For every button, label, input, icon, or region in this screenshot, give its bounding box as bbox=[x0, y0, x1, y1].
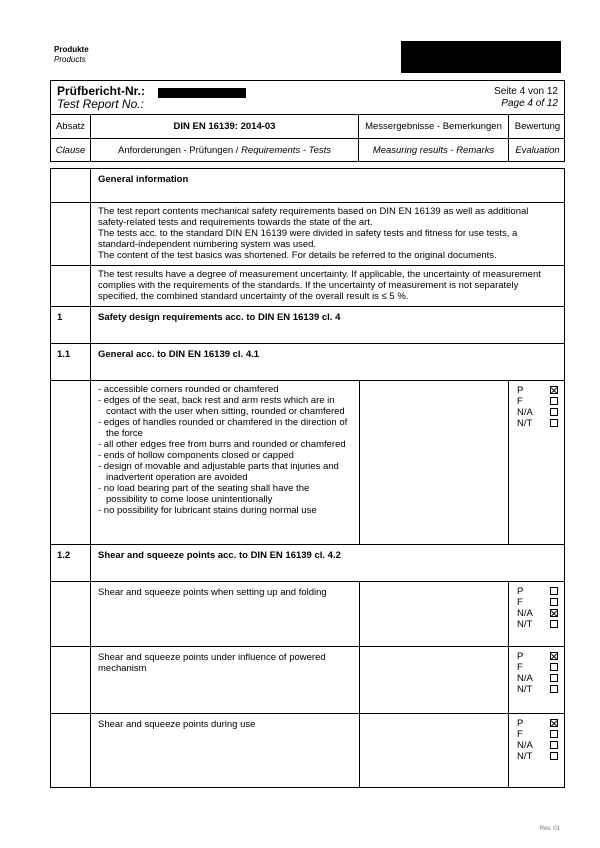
checkbox[interactable] bbox=[550, 685, 558, 693]
section-1-1-title: General acc. to DIN EN 16139 cl. 4.1 bbox=[98, 349, 260, 360]
col-requirements-en: Requirements - Tests bbox=[241, 144, 331, 156]
section-1-2-c-row bbox=[51, 714, 564, 787]
section-1-2-title: Shear and squeeze points acc. to DIN EN 16139 cl. 4.2 bbox=[98, 550, 341, 561]
evaluation-option bbox=[517, 651, 564, 662]
list-item: - design of movable and adjustable parts that injuries and inadvertent operation are avoided bbox=[98, 461, 339, 483]
evaluation-option-label: N/T bbox=[517, 619, 533, 630]
col-results-de: Messergebnisse - Bemerkungen bbox=[359, 114, 509, 138]
checkbox[interactable] bbox=[550, 674, 558, 682]
evaluation-cell bbox=[509, 647, 564, 713]
evaluation-option bbox=[517, 385, 564, 396]
checked-checkbox[interactable] bbox=[550, 719, 558, 727]
col-evaluation-de: Bewertung bbox=[514, 120, 561, 132]
evaluation-cell bbox=[509, 714, 564, 787]
evaluation-cell bbox=[509, 582, 564, 646]
evaluation-option-label: N/A bbox=[517, 608, 533, 619]
general-info-row bbox=[51, 169, 564, 203]
col-requirements-de: Anforderungen - Prüfungen / bbox=[118, 144, 242, 156]
col-clause: Clause bbox=[51, 138, 91, 162]
results-cell[interactable] bbox=[359, 582, 509, 646]
column-header-de-row bbox=[51, 114, 564, 139]
redacted-report-number bbox=[158, 88, 246, 98]
evaluation-option-label: N/A bbox=[517, 740, 533, 751]
col-requirements bbox=[91, 138, 359, 162]
checkbox[interactable] bbox=[550, 663, 558, 671]
page-number bbox=[494, 86, 558, 110]
checked-checkbox[interactable] bbox=[550, 652, 558, 660]
checkbox[interactable] bbox=[550, 397, 558, 405]
evaluation-option-label: P bbox=[517, 586, 524, 597]
evaluation-option bbox=[517, 662, 564, 673]
checkbox[interactable] bbox=[550, 587, 558, 595]
evaluation-option bbox=[517, 586, 564, 597]
checkbox[interactable] bbox=[550, 752, 558, 760]
results-cell[interactable] bbox=[359, 381, 509, 544]
evaluation-option bbox=[517, 740, 564, 751]
section-1-2-c-text: Shear and squeeze points during use bbox=[98, 719, 256, 730]
evaluation-option bbox=[517, 673, 564, 684]
report-title-en: Test Report No.: bbox=[57, 97, 144, 111]
page-de: Seite 4 von 12 bbox=[494, 86, 558, 97]
col-evaluation-en: Evaluation bbox=[515, 144, 560, 156]
checkbox[interactable] bbox=[550, 419, 558, 427]
section-1-2-a-text: Shear and squeeze points when setting up and folding bbox=[98, 587, 327, 598]
list-item: - ends of hollow components closed or capped bbox=[98, 450, 294, 461]
checkbox[interactable] bbox=[550, 741, 558, 749]
evaluation-option-label: F bbox=[517, 396, 523, 407]
evaluation-option-label: F bbox=[517, 729, 523, 740]
evaluation-option bbox=[517, 418, 564, 429]
evaluation-option bbox=[517, 608, 564, 619]
evaluation-option bbox=[517, 718, 564, 729]
report-number-row bbox=[51, 81, 564, 115]
section-1-1-items bbox=[91, 381, 359, 544]
column-header-en-row bbox=[51, 138, 564, 162]
section-1-2-b-text: Shear and squeeze points under influence of powered mechanism bbox=[98, 652, 326, 674]
evaluation-option-label: P bbox=[517, 651, 524, 662]
evaluation-option bbox=[517, 729, 564, 740]
list-item: - no load bearing part of the seating shall have the possibility to come loose unintentionally bbox=[98, 483, 310, 505]
col-absatz: Absatz bbox=[51, 114, 91, 138]
general-info-text: The test report contents mechanical safety requirements based on DIN EN 16139 as well as additional safety-related tests and requirements towards the state of the art. The tests acc. to the standard DIN EN 16139 were divided in safety tests and fitness for use tests, a standard-independent numbering system was used. The content of the test basics was shortened. For details be referred to the original documents. bbox=[98, 206, 529, 261]
checked-checkbox[interactable] bbox=[550, 609, 558, 617]
evaluation-option-label: N/A bbox=[517, 673, 533, 684]
checkbox[interactable] bbox=[550, 620, 558, 628]
requirements-table bbox=[50, 168, 565, 788]
report-header-table bbox=[50, 80, 565, 162]
evaluation-option-label: N/T bbox=[517, 684, 533, 695]
section-1-2-number: 1.2 bbox=[51, 545, 91, 581]
evaluation-option bbox=[517, 619, 564, 630]
checked-checkbox[interactable] bbox=[550, 386, 558, 394]
section-1-1-items-row bbox=[51, 381, 564, 545]
list-item: - all other edges free from burrs and rounded or chamfered bbox=[98, 439, 346, 450]
evaluation-option bbox=[517, 407, 564, 418]
list-item: - accessible corners rounded or chamfered bbox=[98, 384, 279, 395]
list-item: - edges of the seat, back rest and arm rests which are in contact with the user when sitting, rounded or chamfered bbox=[98, 395, 345, 417]
evaluation-option-label: N/T bbox=[517, 751, 533, 762]
section-1-1-number: 1.1 bbox=[51, 344, 91, 380]
col-results-en: Measuring results - Remarks bbox=[359, 138, 509, 162]
evaluation-option-label: N/T bbox=[517, 418, 533, 429]
products-de: Produkte bbox=[54, 45, 89, 54]
evaluation-option bbox=[517, 597, 564, 608]
products-label bbox=[54, 45, 89, 65]
general-text-row bbox=[51, 203, 564, 266]
section-1-2-a-row bbox=[51, 582, 564, 647]
report-title-de: Prüfbericht-Nr.: bbox=[57, 84, 146, 98]
results-cell[interactable] bbox=[359, 714, 509, 787]
uncertainty-text: The test results have a degree of measurement uncertainty. If applicable, the uncertainty of measurement complies with the requirements of the standards. If the uncertainty of measurement is not separately specified, the combined standard uncertainty of the overall result is ≤ 5 %. bbox=[98, 269, 541, 302]
page-en: Page 4 of 12 bbox=[501, 98, 558, 109]
evaluation-option bbox=[517, 396, 564, 407]
evaluation-option bbox=[517, 684, 564, 695]
products-en: Products bbox=[54, 55, 86, 64]
evaluation-option-label: F bbox=[517, 662, 523, 673]
redacted-logo bbox=[401, 41, 561, 73]
evaluation-option-label: P bbox=[517, 385, 524, 396]
col-standard: DIN EN 16139: 2014-03 bbox=[91, 114, 359, 138]
list-item: - no possibility for lubricant stains during normal use bbox=[98, 505, 317, 516]
section-1-1-row bbox=[51, 344, 564, 381]
evaluation-option-label: P bbox=[517, 718, 524, 729]
evaluation-option-label: F bbox=[517, 597, 523, 608]
checkbox[interactable] bbox=[550, 598, 558, 606]
results-cell[interactable] bbox=[359, 647, 509, 713]
list-item: - edges of handles rounded or chamfered in the direction of the force bbox=[98, 417, 348, 439]
section-1-2-row bbox=[51, 545, 564, 582]
evaluation-option bbox=[517, 751, 564, 762]
evaluation-cell bbox=[509, 381, 564, 544]
evaluation-option-label: N/A bbox=[517, 407, 533, 418]
checkbox[interactable] bbox=[550, 408, 558, 416]
section-1-2-b-row bbox=[51, 647, 564, 714]
uncertainty-row bbox=[51, 266, 564, 307]
section-1-title: Safety design requirements acc. to DIN EN 16139 cl. 4 bbox=[98, 312, 341, 323]
section-1-row bbox=[51, 307, 564, 344]
revision-label: Rev. 01 bbox=[539, 826, 560, 832]
checkbox[interactable] bbox=[550, 730, 558, 738]
section-1-number: 1 bbox=[51, 307, 91, 343]
general-info-title: General information bbox=[98, 174, 189, 185]
